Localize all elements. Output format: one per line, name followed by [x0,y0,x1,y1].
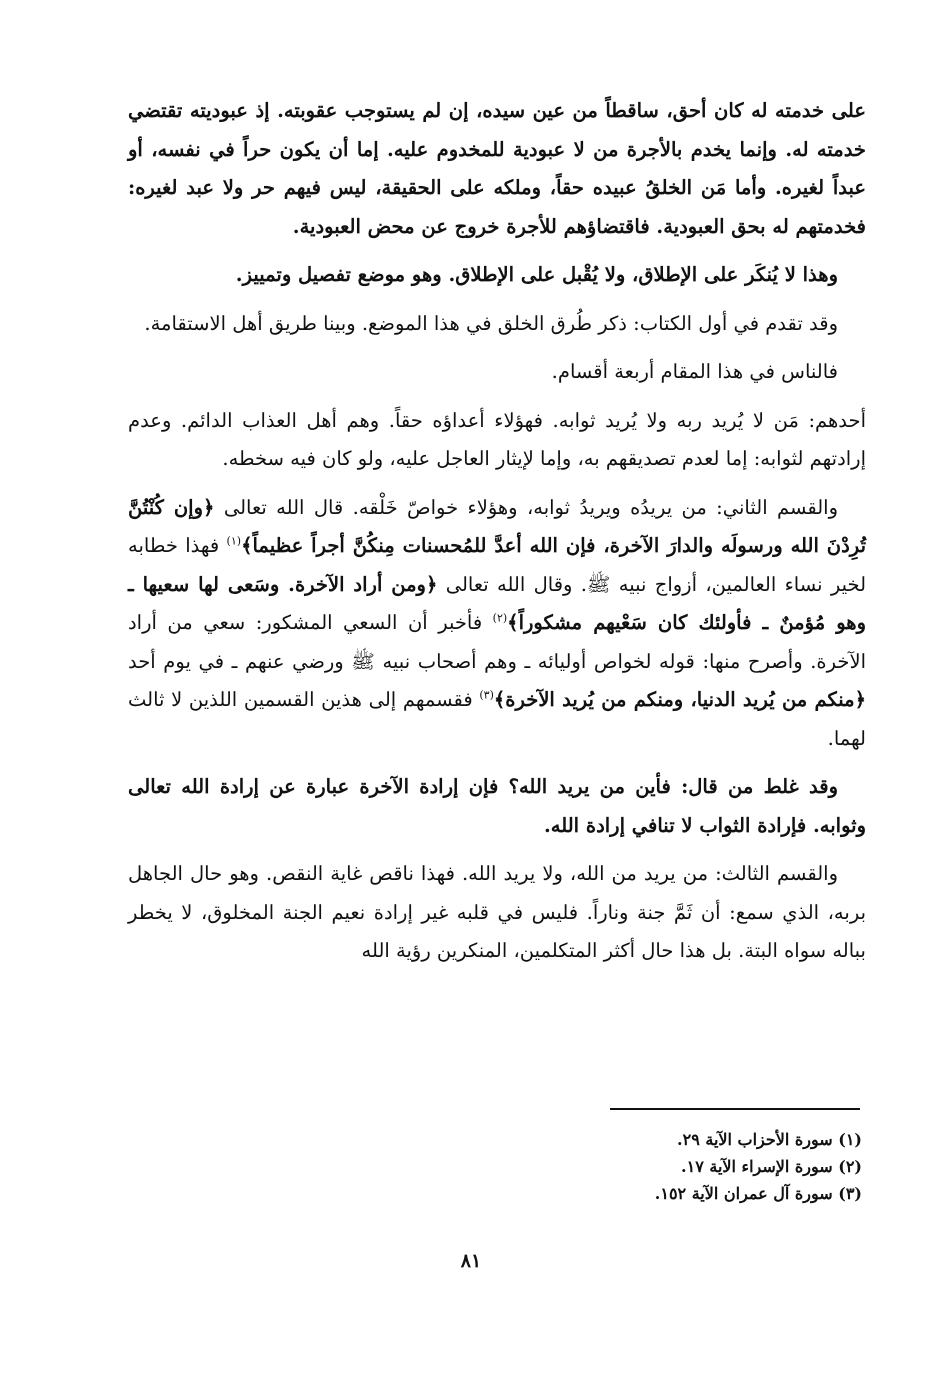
bold-text: ﴿وإن كُنْتُنَّ تُرِدْنَ الله ورسولَه والدارَ الآخرة، فإن الله أعدَّ للمُحسنات مِنكُنَّ أجراً عظيماً﴾ [128,495,866,557]
footnote-divider [610,1108,860,1110]
page-number: ٨١ [460,1250,482,1272]
paragraph [128,256,866,295]
bold-text: وقد غلط من قال: فأين من يريد الله؟ فإن إرادة الآخرة عبارة عن إرادة الله تعالى وثوابه. فإرادة الثواب لا تنافي إرادة الله. [128,775,866,837]
text-span: فقسمهم إلى هذين القسمين اللذين لا ثالث لهما. [128,688,866,750]
text-span: والقسم الثاني: من يريدُه ويريدُ ثوابه، وهؤلاء خواصّ خَلْقه. قال الله تعالى [214,495,839,519]
paragraph [128,305,866,344]
paragraph [128,489,866,759]
paragraph [128,92,866,246]
bold-text: ﴿ومن أراد الآخرة. وسَعى لها سعيها ـ وهو مُؤمنٌ ـ فأولئك كان سَعْيهم مشكوراً﴾ [128,572,866,634]
footnote-1: (١) سورة الأحزاب الآية ٢٩. [677,1130,862,1149]
bold-text: ﴿منكم من يُريد الدنيا، ومنكم من يُريد الآخرة﴾ [493,688,866,711]
text-span: والقسم الثالث: من يريد من الله، ولا يريد الله. فهذا ناقص غاية النقص. وهو حال الجاهل بربه، الذي سمع: أن ثَمَّ جنة وناراً. فليس في قلبه غير إرادة نعيم الجنة المخلوق، لا يخطر بباله سواه البتة. بل هذا حال أكثر المتكلمين، المنكرين رؤية الله [128,862,866,962]
footnote-3: (٣) سورة آل عمران الآية ١٥٢. [654,1184,862,1203]
text-span: فالناس في هذا المقام أربعة أقسام. [551,360,838,383]
paragraph [128,855,866,971]
footnotes [522,1126,862,1207]
text-span: أحدهم: مَن لا يُريد ربه ولا يُريد ثوابه. فهؤلاء أعداؤه حقاً. وهم أهل العذاب الدائم. وعدم إرادتهم لثوابه: إما لعدم تصديقهم به، وإما لإيثار العاجل عليه، ولو كان فيه سخطه. [128,408,866,470]
footnote-reference: (٣) [479,688,494,702]
bold-text: على خدمته له كان أحق، ساقطاً من عين سيده، إن لم يستوجب عقوبته. إذ عبوديته تقتضي خدمته له. وإنما يخدم بالأجرة من لا عبودية للمخدوم عليه. إما أن يكون حراً في نفسه، أو عبداً لغيره. وأما مَن الخلقُ عبيده حقاً، وملكه على الحقيقة، ليس فيهم حر ولا عبد لغيره: فخدمتهم له بحق العبودية. فاقتضاؤهم للأجرة خروج عن محض العبودية. [128,99,866,238]
bold-text: وهذا لا يُنكَر على الإطلاق، ولا يُقْبل على الإطلاق. وهو موضع تفصيل وتمييز. [235,263,838,286]
paragraph [128,353,866,392]
main-text [128,92,866,981]
paragraph [128,402,866,479]
text-span: فأخبر أن السعي المشكور: سعي من أراد الآخرة. وأصرح منها: قوله لخواص أوليائه ـ وهم أصحاب نبيه ﷺ ورضي عنهم ـ في يوم أحد [128,611,866,673]
footnote-reference: (١) [226,534,242,548]
footnote-2: (٢) سورة الإسراء الآية ١٧. [681,1157,862,1176]
paragraph [128,768,866,845]
footnote-reference: (٢) [492,611,508,625]
text-span: وقد تقدم في أول الكتاب: ذكر طُرق الخلق في هذا الموضع. وبينا طريق أهل الاستقامة. [144,311,838,335]
text-span: فهذا خطابه لخير نساء العالمين، أزواج نبيه ﷺ. وقال الله تعالى [128,534,867,596]
